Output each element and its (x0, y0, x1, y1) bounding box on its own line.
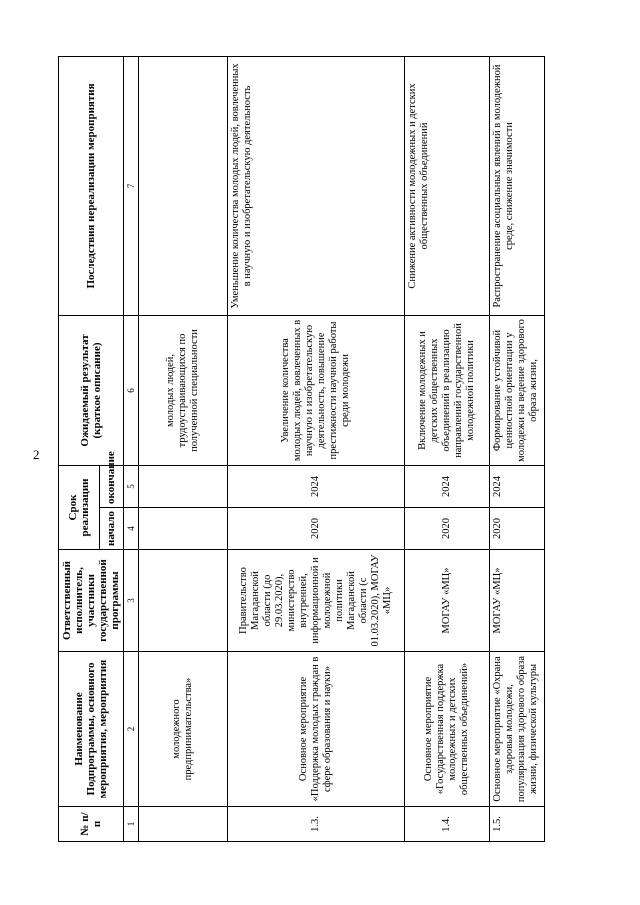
table-row (228, 56, 405, 841)
header-num: № п/п (59, 807, 124, 842)
row-executor: МОГАУ «МЦ» (405, 550, 490, 652)
header-consequence: Последствия нереализации мероприятия (59, 56, 124, 315)
row-result: Увеличение количества молодых людей, вовлеченных в научную и изобретательскую деятельность, повышение престижности научной работы среди молодежи (228, 315, 405, 465)
page-number: 2 (33, 447, 40, 462)
header-term: Срок реализации (59, 465, 100, 549)
table-row (490, 56, 545, 841)
row-executor: МОГАУ «МЦ» (490, 550, 545, 652)
column-number: 1 (124, 807, 139, 842)
row-num: 1.5. (490, 807, 545, 842)
row-num: 1.3. (228, 807, 405, 842)
row-end: 2024 (228, 465, 405, 507)
column-number: 7 (124, 56, 139, 315)
column-numbers-row (124, 56, 139, 841)
row-consequence: Распространение асоциальных явлений в молодежной среде, снижение значимости (490, 56, 545, 315)
row-result: молодых людей, трудоустраивающихся по полученной специальности (139, 315, 228, 465)
header-end: окончание (99, 465, 123, 507)
row-executor: Правительство Магаданской области (до 29.03.2020), министерство внутренней, информационной и молодежной политики Магаданской области (с 01.03.2020), МОГАУ «МЦ» (228, 550, 405, 652)
table-row (139, 56, 228, 841)
row-num: 1.4. (405, 807, 490, 842)
column-number: 5 (124, 465, 139, 507)
row-end: 2024 (405, 465, 490, 507)
row-consequence: Снижение активности молодежных и детских общественных объединений (405, 56, 490, 315)
row-end (139, 465, 228, 507)
row-start: 2020 (405, 508, 490, 550)
row-executor (139, 550, 228, 652)
header-result: Ожидаемый результат (краткое описание) (59, 315, 124, 465)
table-row (405, 56, 490, 841)
row-start: 2020 (228, 508, 405, 550)
row-start: 2020 (490, 508, 545, 550)
column-number: 3 (124, 550, 139, 652)
row-consequence (139, 56, 228, 315)
program-table (58, 56, 545, 842)
row-result: Формирование устойчивой ценностной ориентации у молодежи на ведение здорового образа жизни, (490, 315, 545, 465)
row-result: Включение молодежных и детских общественных объединений в реализацию направлений государственной молодежной политики (405, 315, 490, 465)
header-executor: Ответственный исполнитель, участники государственной программы (59, 550, 124, 652)
column-number: 6 (124, 315, 139, 465)
row-consequence: Уменьшение количества молодых людей, вовлеченных в научную и изобретательскую деятельность (228, 56, 405, 315)
row-num (139, 807, 228, 842)
row-name: Основное мероприятие «Поддержка молодых граждан в сфере образования и науки» (228, 652, 405, 807)
header-name: Наименование Подпрограммы, основного мероприятия, мероприятия (59, 652, 124, 807)
row-name: Основное мероприятие «Охрана здоровья молодежи, популяризация здорового образа жизни, физической культуры (490, 652, 545, 807)
column-number: 4 (124, 508, 139, 550)
row-name: Основное мероприятие «Государственная поддержка молодежных и детских общественных объединений» (405, 652, 490, 807)
row-start (139, 508, 228, 550)
rotated-table-container (58, 57, 623, 842)
column-number: 2 (124, 652, 139, 807)
row-name: молодежного предпринимательства» (139, 652, 228, 807)
row-end: 2024 (490, 465, 545, 507)
header-start: начало (99, 508, 123, 550)
